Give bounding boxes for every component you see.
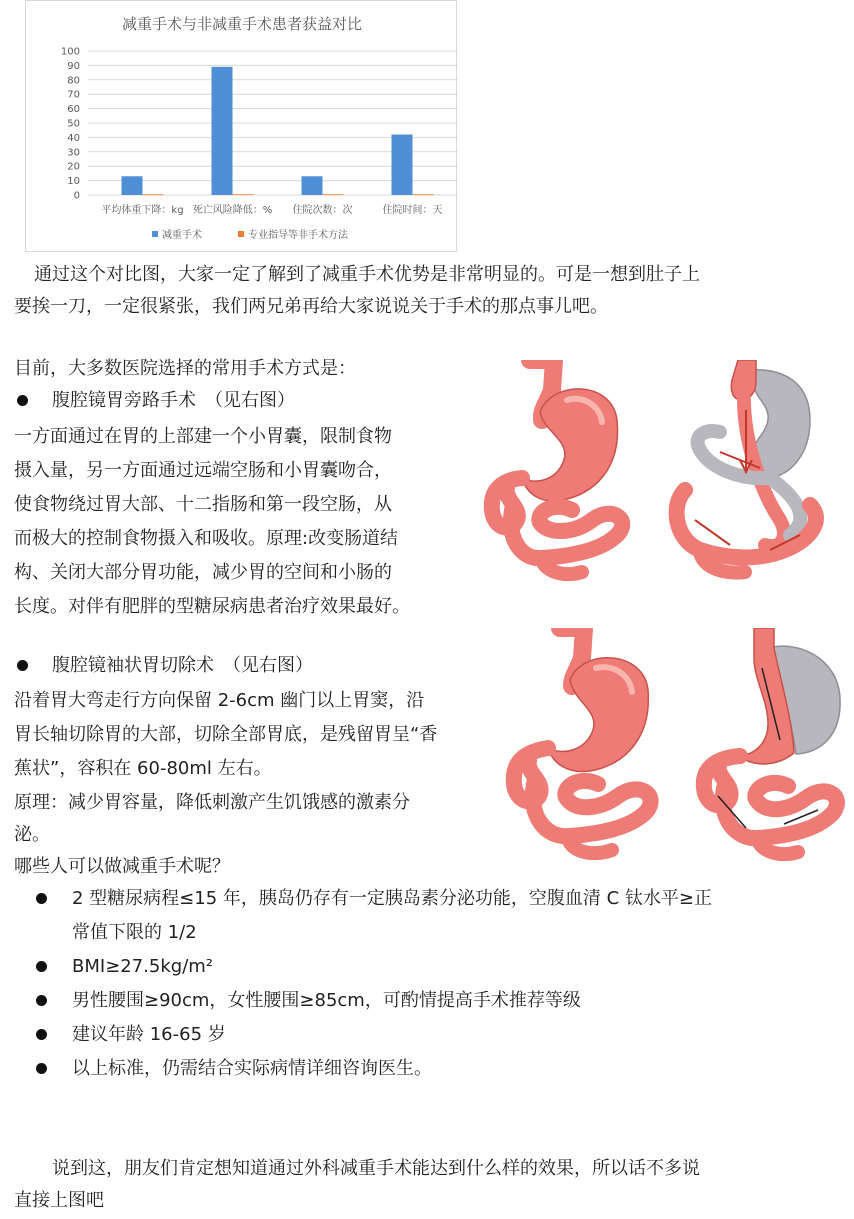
method1-line: 而极大的控制食物摄入和吸收。原理:改变肠道结 (14, 528, 399, 549)
criteria-item: 建议年龄 16-65 岁 (72, 1024, 226, 1045)
chart-canvas (26, 1, 458, 253)
who-title: 哪些人可以做减重手术呢？ (14, 856, 230, 877)
y-tick-label: 0 (73, 190, 80, 202)
method1-line: 一方面通过在胃的上部建一个小胃囊，限制食物 (14, 426, 392, 447)
criteria-item: 2 型糖尿病程≤15 年，胰岛仍存有一定胰岛素分泌功能，空腹血清 C 钛水平≥正 (72, 888, 712, 909)
chart-legend (152, 228, 349, 241)
bar-surgery (392, 135, 413, 195)
method2-line: 蕉状”，容积在 60-80ml 左右。 (14, 758, 272, 779)
bullet-dot (36, 995, 47, 1006)
methods-intro: 目前，大多数医院选择的常用手术方式是： (14, 358, 356, 379)
bar-nonsurgery (233, 194, 254, 195)
chart-title: 减重手术与非减重手术患者获益对比 (121, 15, 363, 33)
y-tick-label: 100 (60, 46, 80, 58)
chart-bars (122, 67, 434, 195)
category-label: 住院时间：天 (382, 205, 443, 216)
sleeve-gastrectomy-illustration (688, 628, 852, 863)
criteria-item-continuation: 常值下限的 1/2 (72, 922, 197, 943)
method2-line: 原理：减少胃容量，降低刺激产生饥饿感的激素分 (14, 792, 410, 813)
criteria-item: 男性腰围≥90cm，女性腰围≥85cm，可酌情提高手术推荐等级 (72, 990, 581, 1011)
y-tick-label: 40 (67, 132, 80, 144)
category-label: 住院次数：次 (292, 205, 353, 216)
criteria-item: 以上标准，仍需结合实际病情详细咨询医生。 (72, 1058, 432, 1079)
intro-line-1: 通过这个对比图，大家一定了解到了减重手术优势是非常明显的。可是一想到肚子上 (34, 264, 700, 285)
outro-line-2: 直接上图吧 (14, 1190, 104, 1211)
method2-line: 沿着胃大弯走行方向保留 2-6cm 幽门以上胃窦，沿 (14, 690, 425, 711)
stomach-illustration (498, 628, 668, 863)
chart-y-ticks (61, 47, 80, 202)
legend-swatch (238, 231, 244, 237)
y-tick-label: 80 (67, 75, 80, 87)
legend-swatch (152, 231, 158, 237)
category-label: 平均体重下降：kg (101, 205, 184, 216)
bullet-dot (17, 660, 28, 671)
benefit-comparison-chart (25, 0, 457, 252)
y-tick-label: 60 (67, 104, 80, 116)
y-tick-label: 10 (67, 176, 80, 188)
y-tick-label: 20 (67, 161, 80, 173)
y-tick-label: 90 (67, 60, 80, 72)
gastric-bypass-illustration (660, 360, 850, 585)
method2-title: 腹腔镜袖状胃切除术 （见右图） (52, 655, 313, 676)
bullet-dot (36, 1029, 47, 1040)
method1-title: 腹腔镜胃旁路手术 （见右图） (52, 390, 295, 411)
legend-label: 减重手术 (162, 230, 202, 241)
bar-surgery (212, 67, 233, 195)
method1-line: 长度。对伴有肥胖的型糖尿病患者治疗效果最好。 (14, 596, 410, 617)
bar-nonsurgery (323, 194, 344, 195)
method1-line: 使食物绕过胃大部、十二指肠和第一段空肠，从 (14, 494, 392, 515)
method2-line: 胃长轴切除胃的大部，切除全部胃底，是残留胃呈“香 (14, 724, 438, 745)
y-tick-label: 30 (67, 147, 80, 159)
bar-nonsurgery (413, 194, 434, 195)
bullet-dot (17, 395, 28, 406)
chart-category-labels (101, 203, 442, 216)
bullet-dot (36, 1063, 47, 1074)
bar-surgery (302, 176, 323, 195)
y-tick-label: 70 (67, 89, 80, 101)
bullet-dot (36, 961, 47, 972)
category-label: 死亡风险降低：% (192, 205, 273, 216)
intro-line-2: 要挨一刀，一定很紧张，我们两兄弟再给大家说说关于手术的那点事儿吧。 (14, 296, 608, 317)
outro-line-1: 说到这，朋友们肯定想知道通过外科减重手术能达到什么样的效果，所以话不多说 (52, 1158, 700, 1179)
legend-label: 专业指导等非手术方法 (248, 230, 348, 241)
bar-surgery (122, 176, 143, 195)
bar-nonsurgery (143, 194, 164, 195)
method2-line: 泌。 (14, 824, 50, 845)
method1-line: 摄入量，另一方面通过远端空肠和小胃囊吻合， (14, 460, 392, 481)
stomach-illustration (482, 360, 642, 585)
method1-line: 构、关闭大部分胃功能，减少胃的空间和小肠的 (14, 562, 392, 583)
criteria-item: BMI≥27.5kg/m² (72, 956, 214, 977)
y-tick-label: 50 (67, 118, 80, 130)
bullet-dot (36, 893, 47, 904)
